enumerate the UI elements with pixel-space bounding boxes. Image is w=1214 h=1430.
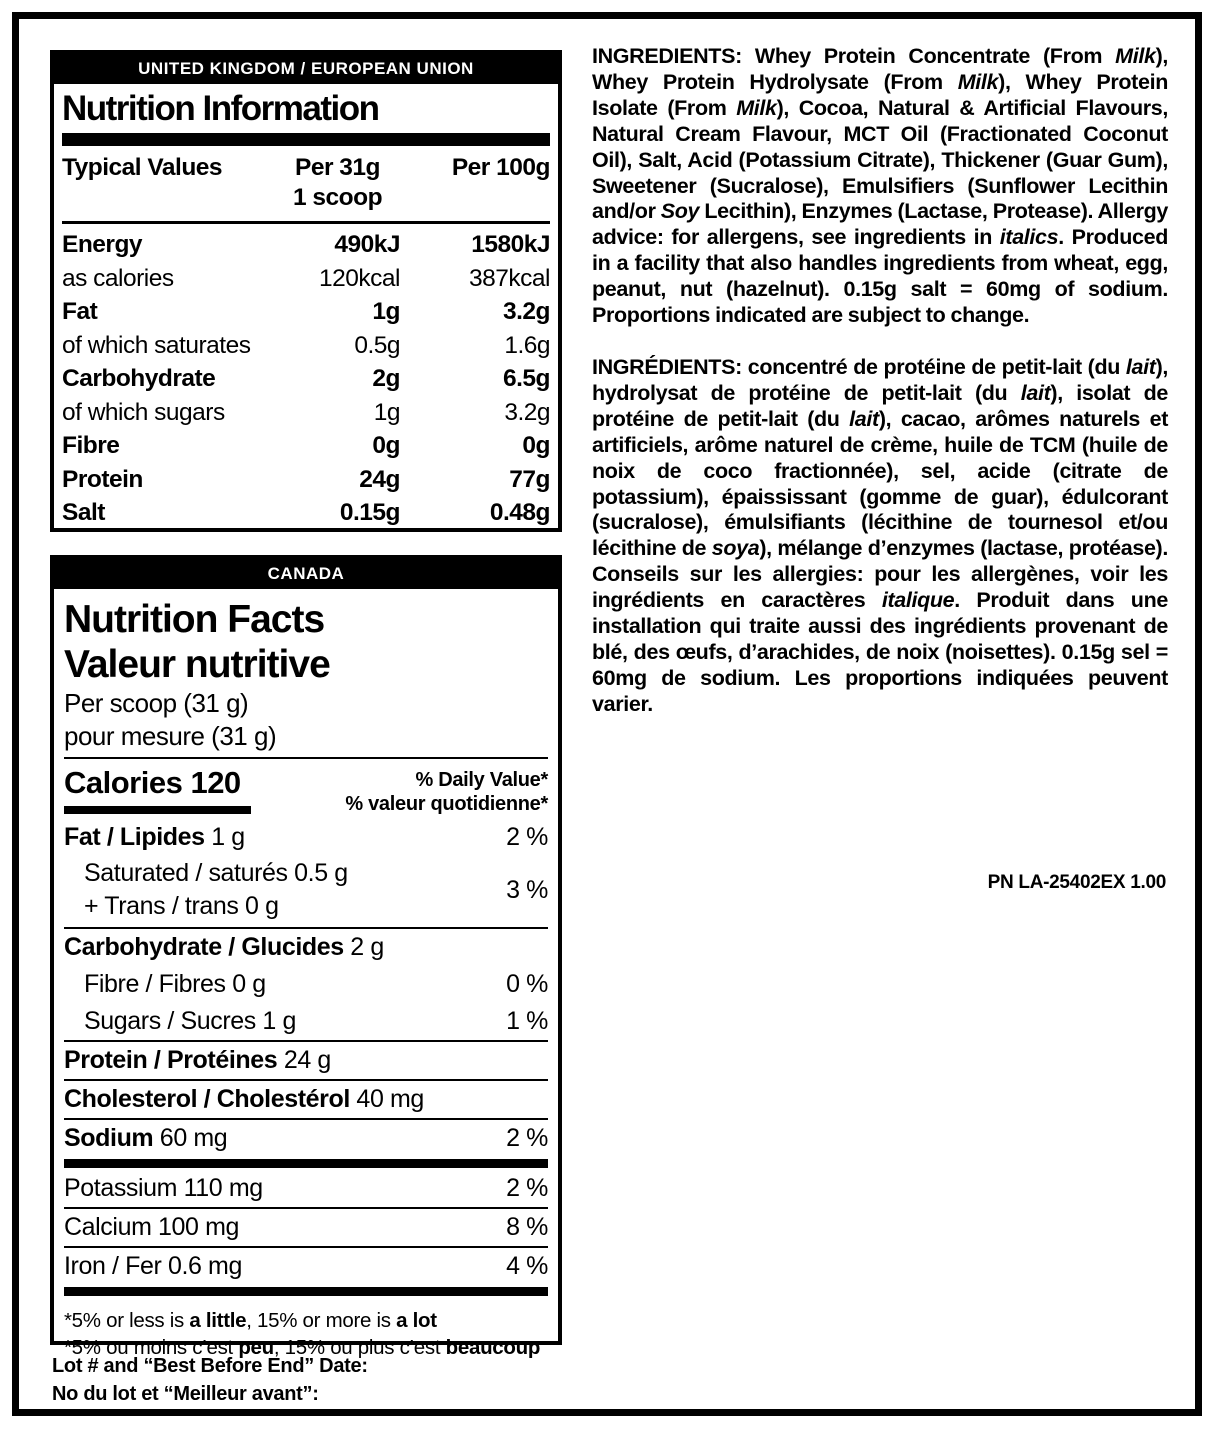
ca-row-percent: 2 % xyxy=(506,1174,548,1202)
ca-nutrient-row xyxy=(64,929,548,966)
ca-nutrient-row xyxy=(64,1209,548,1246)
uk-table-row xyxy=(62,228,550,262)
ca-row-label: Calcium 100 mg xyxy=(64,1213,240,1241)
uk-row-per100: 3.2g xyxy=(502,298,550,325)
uk-row-label: of which saturates xyxy=(62,331,251,359)
ca-row-label: Cholesterol / Cholestérol 40 mg xyxy=(64,1085,424,1113)
ca-nutrient-row xyxy=(64,1248,548,1285)
divider-thick xyxy=(64,1287,548,1296)
ca-subgroup-line: Saturated / saturés 0.5 g xyxy=(84,859,348,887)
ca-nutrient-row xyxy=(64,1120,548,1157)
uk-row-per100: 0.48g xyxy=(489,499,550,526)
ca-row-label: Protein / Protéines 24 g xyxy=(64,1046,331,1074)
uk-row-label: as calories xyxy=(62,264,174,292)
ca-row-label: Fat / Lipides 1 g xyxy=(64,823,245,851)
canada-region-header: CANADA xyxy=(54,559,558,589)
ca-row-label: Sugars / Sucres 1 g xyxy=(84,1007,296,1035)
ca-row-percent: 4 % xyxy=(506,1252,548,1280)
ca-subgroup-row xyxy=(64,856,548,927)
uk-row-per100: 3.2g xyxy=(504,398,550,426)
uk-row-per100: 387kcal xyxy=(469,264,550,292)
nutrition-facts-title-en: Nutrition Facts xyxy=(64,598,325,641)
ingredients-paragraph-en: INGREDIENTS: Whey Protein Concentrate (From Milk), Whey Protein Hydrolysate (From Milk), Whey Protein Isolate (From Milk), Cocoa, Natural & Artificial Flavours, Natural Cream Flavour, MCT Oil (Fractionated Coconut Oil), Salt, Acid (Potassium Citrate), Thickener (Guar Gum), Sweetener (Sucralose), Emulsifiers (Sunflower Lecithin and/or Soy Lecithin), Enzymes (Lactase, Protease). Allergy advice: for allergens, see ingredients in italics. Produced in a facility that also handles ingredients from wheat, egg, peanut, nut (hazelnut). 0.15g salt = 60mg of sodium. Proportions indicated are subject to change. xyxy=(592,44,1169,328)
uk-panel-title: Nutrition Information xyxy=(62,89,379,128)
ca-nutrient-row xyxy=(64,1042,548,1079)
ca-row-label: Carbohydrate / Glucides 2 g xyxy=(64,933,384,961)
nutrition-facts-title-fr: Valeur nutritive xyxy=(64,643,330,686)
uk-panel-body xyxy=(54,84,558,530)
calories-value: Calories 120 xyxy=(64,765,251,814)
uk-row-per31: 120kcal xyxy=(319,264,400,292)
ca-subgroup-line: + Trans / trans 0 g xyxy=(84,892,279,920)
daily-value-header: % Daily Value* % valeur quotidienne* xyxy=(345,769,548,815)
ca-nutrient-row xyxy=(64,1003,548,1040)
footnote-line: *5% ou moins c’est peu, 15% ou plus c’est beaucoup xyxy=(64,1336,541,1359)
serving-size-fr: pour mesure (31 g) xyxy=(64,721,277,751)
uk-col-typical-values: Typical Values xyxy=(62,154,223,181)
canada-nutrition-panel xyxy=(50,555,562,1359)
uk-row-per100: 1580kJ xyxy=(471,231,550,258)
ca-nutrient-row xyxy=(64,1170,548,1207)
uk-row-label: Salt xyxy=(62,499,105,526)
uk-table-row xyxy=(62,496,550,530)
ca-subgroup-lines xyxy=(64,857,348,923)
ca-row-percent: 0 % xyxy=(506,970,548,998)
uk-row-per31: 0.5g xyxy=(354,331,400,359)
canada-nutrition-rows xyxy=(64,819,548,1296)
ca-row-percent: 2 % xyxy=(506,823,548,851)
ca-row-percent: 8 % xyxy=(506,1213,548,1241)
uk-row-per100: 0g xyxy=(522,432,550,459)
ca-nutrient-row xyxy=(64,1081,548,1118)
part-number-code: PN LA-25402EX 1.00 xyxy=(987,872,1166,893)
uk-col-per-31g: Per 31g 1 scoop xyxy=(292,154,383,211)
uk-region-header: UNITED KINGDOM / EUROPEAN UNION xyxy=(54,54,558,84)
lot-line-en: Lot # and “Best Before End” Date: xyxy=(52,1355,368,1377)
ca-nutrient-row xyxy=(64,819,548,856)
uk-row-per31: 490kJ xyxy=(334,231,400,258)
uk-table-row xyxy=(62,329,550,363)
uk-table-row xyxy=(62,295,550,329)
uk-row-per100: 77g xyxy=(509,465,550,493)
lot-best-before-text xyxy=(52,1352,368,1408)
calories-row xyxy=(64,759,548,819)
uk-row-label: Fat xyxy=(62,298,98,325)
uk-row-label: of which sugars xyxy=(62,398,225,426)
uk-row-label: Protein xyxy=(62,465,143,493)
ca-nutrient-row xyxy=(64,966,548,1003)
uk-row-label: Fibre xyxy=(62,432,120,459)
uk-table-row xyxy=(62,463,550,497)
ingredients-column xyxy=(592,44,1168,718)
uk-row-per31: 0g xyxy=(372,432,400,459)
uk-row-per31: 2g xyxy=(372,365,400,392)
uk-row-per31: 24g xyxy=(359,465,400,493)
uk-row-per31: 1g xyxy=(372,298,400,325)
uk-title-divider xyxy=(62,133,550,146)
uk-table-row xyxy=(62,362,550,396)
ca-row-label: Sodium 60 mg xyxy=(64,1124,228,1152)
serving-size-en: Per scoop (31 g) xyxy=(64,688,249,718)
uk-col-per-100g: Per 100g xyxy=(451,154,550,181)
uk-row-label: Energy xyxy=(62,231,143,258)
uk-row-per31: 0.15g xyxy=(339,499,400,526)
uk-row-per100: 1.6g xyxy=(504,331,550,359)
ca-row-percent: 2 % xyxy=(506,1124,548,1152)
canada-panel-body xyxy=(54,589,558,1361)
ca-row-label: Iron / Fer 0.6 mg xyxy=(64,1252,242,1280)
uk-table-row xyxy=(62,262,550,296)
uk-table-row xyxy=(62,396,550,430)
uk-row-per100: 6.5g xyxy=(502,365,550,392)
ca-row-label: Fibre / Fibres 0 g xyxy=(84,970,266,998)
ca-row-label: Potassium 110 mg xyxy=(64,1174,263,1202)
ca-row-percent: 1 % xyxy=(506,1007,548,1035)
footnote-line: *5% or less is a little, 15% or more is a lot xyxy=(64,1309,437,1332)
uk-table-header xyxy=(62,146,550,224)
uk-table-row xyxy=(62,429,550,463)
uk-row-per31: 1g xyxy=(373,398,400,426)
uk-eu-nutrition-panel xyxy=(50,50,562,532)
uk-row-label: Carbohydrate xyxy=(62,365,216,392)
ingredients-paragraph-fr: INGRÉDIENTS: concentré de protéine de petit-lait (du lait), hydrolysat de protéine de petit-lait (du lait), isolat de protéine de petit-lait (du lait), cacao, arômes naturels et artificiels, arôme naturel de crème, huile de TCM (huile de noix de coco fractionnée), sel, acide (citrate de potassium), épaississant (gomme de guar), édulcorant (sucralose), émulsifiants (lécithine de tournesol et/ou lécithine de soya), mélange d’enzymes (lactase, protéase). Conseils sur les allergies: pour les allergènes, voir les ingrédients en caractères italique. Produit dans une installation qui traite aussi des ingrédients provenant de blé, des œufs, d’arachides, de noix (noisettes). 0.15g sel = 60mg de sodium. Les proportions indiquées peuvent varier. xyxy=(592,354,1169,716)
ca-row-percent: 3 % xyxy=(506,875,548,904)
lot-line-fr: No du lot et “Meilleur avant”: xyxy=(52,1383,319,1405)
divider-thick xyxy=(64,1159,548,1168)
uk-nutrition-rows xyxy=(62,224,550,530)
